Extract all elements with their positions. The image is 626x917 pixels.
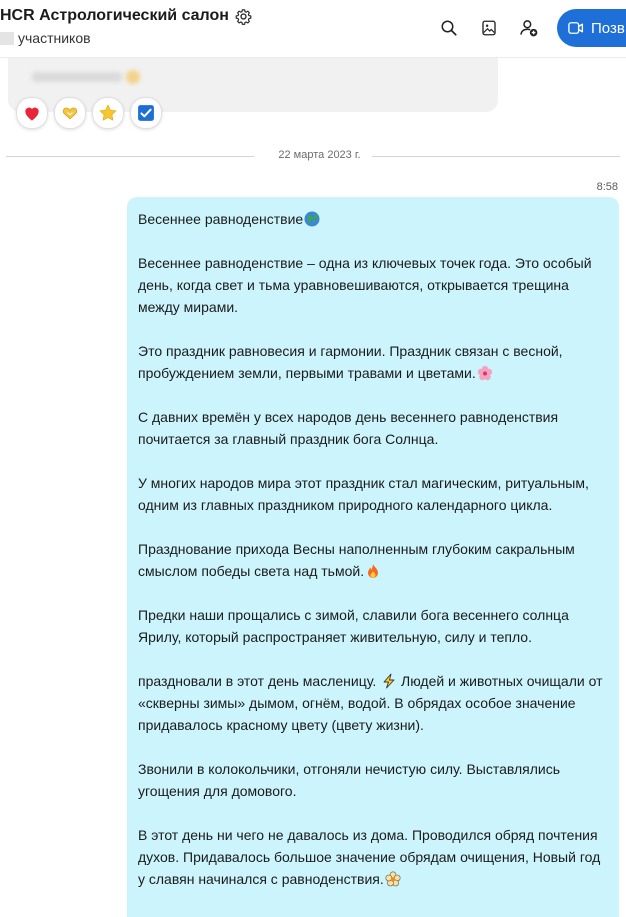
call-button[interactable] (557, 9, 626, 47)
member-count-label: участников (18, 30, 91, 46)
check-reaction[interactable] (130, 97, 162, 129)
globe-emoji-icon (304, 211, 320, 227)
message-line: Звонили в колокольчики, отгоняли нечистую силу. Выставлялись угощения для домового. (138, 761, 561, 799)
chat-header (0, 0, 626, 58)
blurred-emoji (126, 70, 140, 84)
blossom-emoji-icon (385, 871, 401, 887)
message-bubble[interactable] (127, 197, 619, 917)
message-line: У многих народов мира этот праздник стал магическим, ритуальным, одним из главных праздником природного календарного цикла. (138, 475, 589, 513)
heart-icon (22, 103, 42, 123)
member-count-number (0, 32, 14, 45)
star-reaction[interactable] (92, 97, 124, 129)
video-call-icon (567, 19, 585, 37)
blurred-text (32, 72, 122, 82)
message-line: Это праздник равновесия и гармонии. Праздник связан с весной, пробуждением земли, первыми травами и цветами. (138, 343, 563, 381)
message-line: Празднование прихода Весны наполненным глубоким сакральным смыслом победы света над тьмой. (138, 541, 575, 579)
reaction-bar (16, 97, 162, 129)
heart-hands-reaction[interactable] (54, 97, 86, 129)
star-icon (98, 103, 118, 123)
message-text (138, 208, 608, 890)
message-line: праздновали в этот день масленицу. Людей и животных очищали от «скверны зимы» дымом, огнём, водой. В обрядах особое значение придавалось красному цвету (цвету жизни). (138, 673, 603, 733)
message-line: С давних времён у всех народов день весеннего равноденствия почитается за главный праздник бога Солнца. (138, 409, 559, 447)
heart-hands-icon (60, 103, 80, 123)
separator-line-left (6, 156, 254, 157)
fire-emoji-icon (365, 563, 381, 579)
heart-reaction[interactable] (16, 97, 48, 129)
message-line: Весеннее равноденствие (138, 208, 608, 230)
date-label: 22 марта 2023 г. (278, 149, 361, 161)
lightning-emoji-icon (381, 673, 397, 689)
message-line: Весеннее равноденствие – одна из ключевых точек года. Это особый день, когда свет и тьма уравновешиваются, открывается трещина между мирами. (138, 255, 592, 315)
search-icon[interactable] (435, 14, 463, 42)
message-line: Предки наши прощались с зимой, славили бога весеннего солнца Ярилу, который распространяет живительную, силу и тепло. (138, 607, 569, 645)
message-time: 8:58 (596, 181, 618, 193)
separator-line-right (372, 156, 620, 157)
message-line: В этот день ни чего не давалось из дома. Проводился обряд почтения духов. Придавалось большое значение обрядам очищения, Новый год у славян начинался с равноденствия. (138, 827, 601, 887)
chat-title[interactable] (0, 7, 252, 25)
check-mark-icon (136, 103, 156, 123)
call-button-label: Позв (591, 19, 625, 37)
member-count (0, 30, 91, 46)
gear-icon[interactable] (235, 8, 252, 25)
hibiscus-emoji-icon (477, 365, 493, 381)
date-separator (6, 149, 620, 161)
image-gallery-icon[interactable] (475, 14, 503, 42)
add-person-icon[interactable] (515, 14, 543, 42)
chat-title-text: HCR Астрологический салон (0, 7, 229, 24)
